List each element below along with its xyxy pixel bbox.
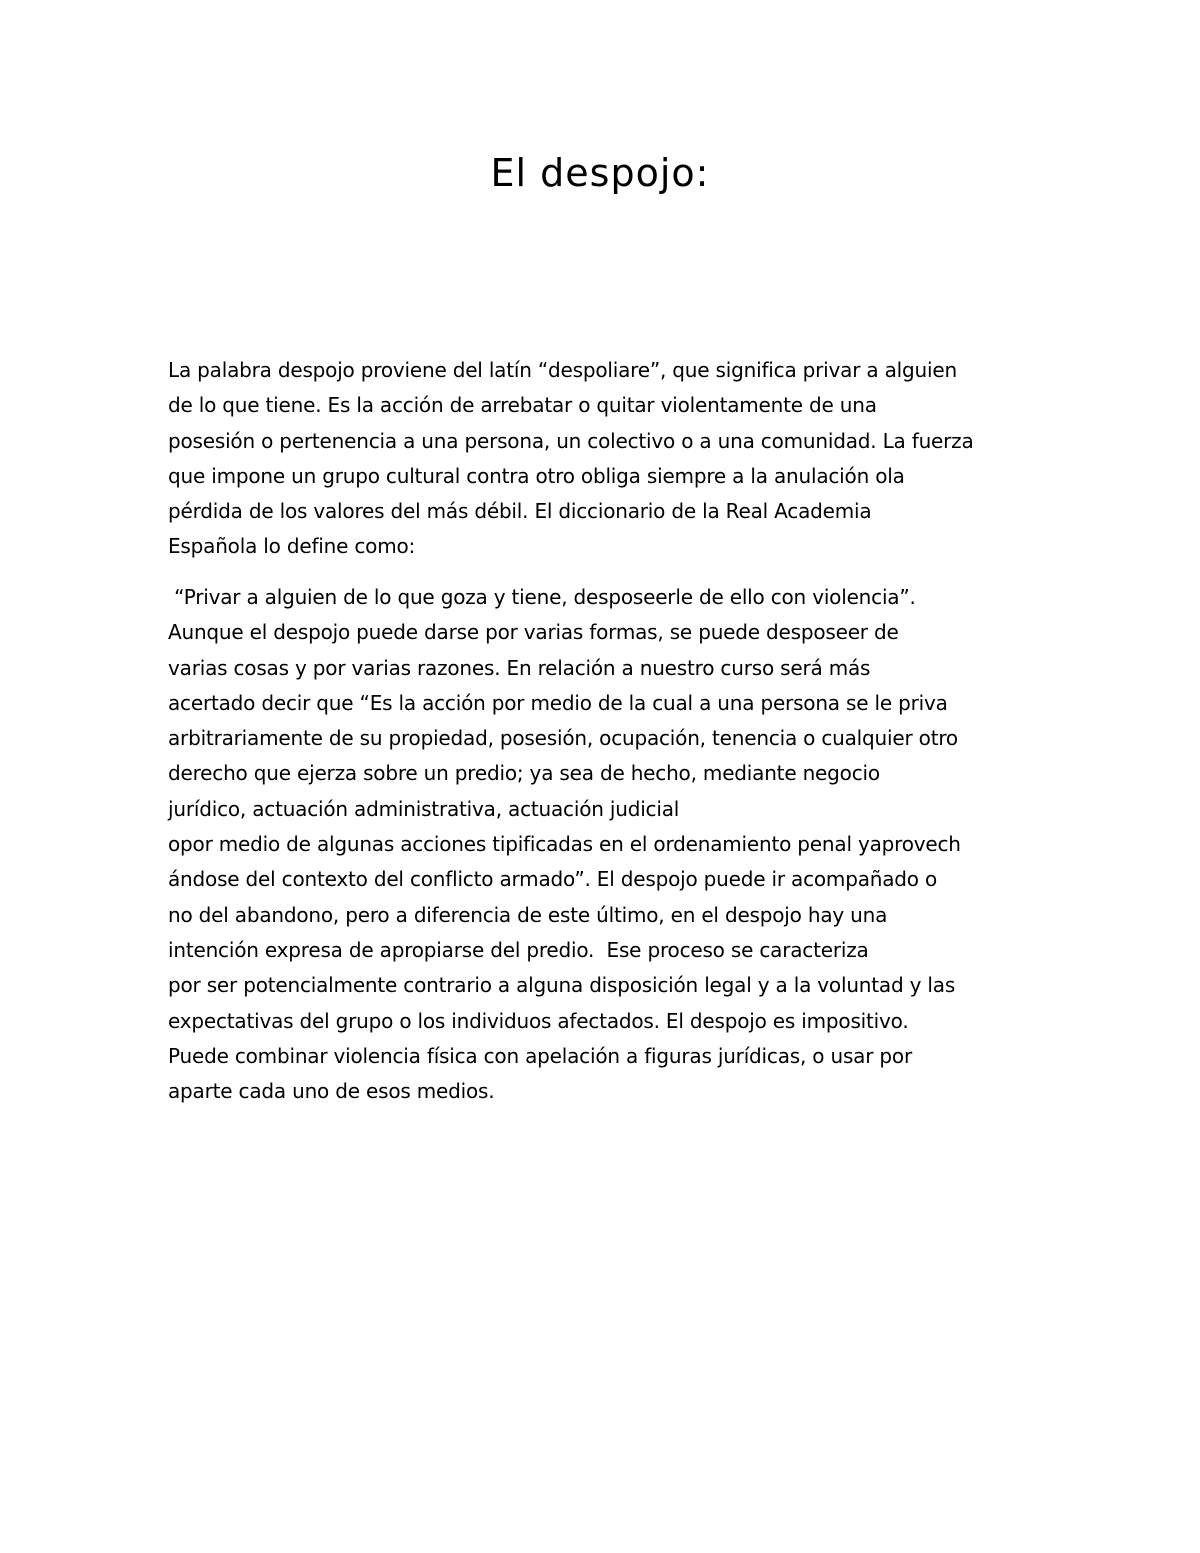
- document-title: El despojo:: [490, 151, 710, 195]
- paragraph-definition: [168, 353, 1048, 565]
- text-line: intención expresa de apropiarse del predio. Ese proceso se caracteriza: [168, 937, 869, 962]
- text-line: varias cosas y por varias razones. En relación a nuestro curso será más: [168, 655, 871, 680]
- text-line: “Privar a alguien de lo que goza y tiene, desposeerle de ello con violencia”.: [168, 585, 916, 609]
- paragraph-explanation: [168, 580, 1048, 1109]
- text-line: Aunque el despojo puede darse por varias formas, se puede desposeer de: [168, 620, 899, 645]
- text-line: que impone un grupo cultural contra otro obliga siempre a la anulación ola: [168, 463, 905, 488]
- text-line: La palabra despojo proviene del latín “despoliare”, que significa privar a alguien: [168, 358, 957, 382]
- text-line: no del abandono, pero a diferencia de este último, en el despojo hay una: [168, 902, 888, 927]
- text-line: derecho que ejerza sobre un predio; ya sea de hecho, mediante negocio: [168, 761, 880, 786]
- text-line: aparte cada uno de esos medios.: [168, 1079, 495, 1104]
- text-line: ándose del contexto del conflicto armado”. El despojo puede ir acompañado o: [168, 867, 938, 892]
- text-line: expectativas del grupo o los individuos afectados. El despojo es impositivo.: [168, 1008, 909, 1033]
- text-line: pérdida de los valores del más débil. El diccionario de la Real Academia: [168, 499, 872, 524]
- text-line: opor medio de algunas acciones tipificadas en el ordenamiento penal yaprovech: [168, 832, 961, 857]
- text-line: acertado decir que “Es la acción por medio de la cual a una persona se le priva: [168, 690, 948, 715]
- text-line: por ser potencialmente contrario a alguna disposición legal y a la voluntad y las: [168, 973, 956, 998]
- text-line: arbitrariamente de su propiedad, posesión, ocupación, tenencia o cualquier otro: [168, 726, 958, 751]
- text-line: posesión o pertenencia a una persona, un colectivo o a una comunidad. La fuerza: [168, 428, 974, 453]
- text-line: de lo que tiene. Es la acción de arrebatar o quitar violentamente de una: [168, 393, 877, 418]
- text-line: Puede combinar violencia física con apelación a figuras jurídicas, o usar por: [168, 1043, 912, 1068]
- text-line: Española lo define como:: [168, 534, 416, 559]
- text-line: jurídico, actuación administrativa, actuación judicial: [168, 796, 680, 821]
